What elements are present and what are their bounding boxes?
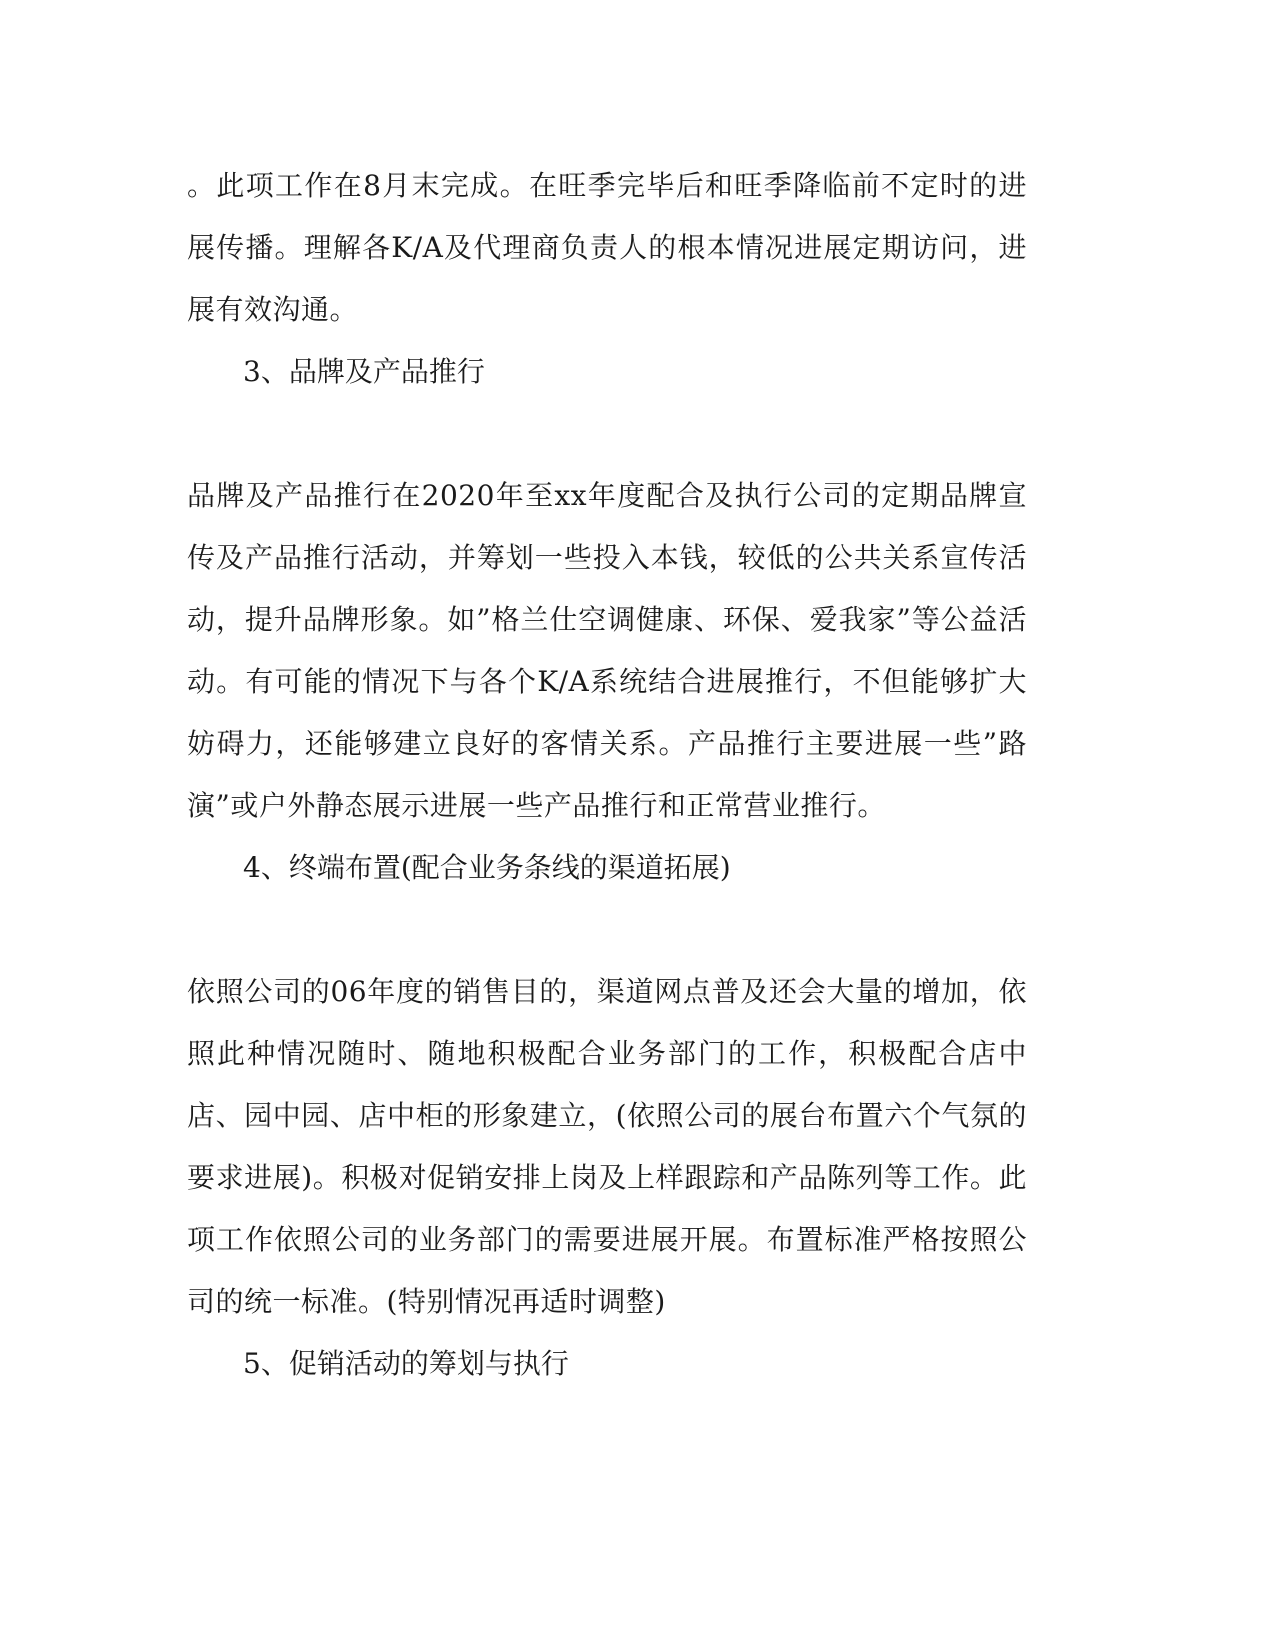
paragraph-brand-promotion: 品牌及产品推行在2020年至xx年度配合及执行公司的定期品牌宣传及产品推行活动，并筹划一些投入本钱，较低的公共关系宣传活动，提升品牌形象。如”格兰仕空调健康、环保、爱我家”等公益活动。有可能的情况下与各个K/A系统结合进展推行，不但能够扩大妨碍力，还能够建立良好的客情关系。产品推行主要进展一些”路演”或户外静态展示进展一些产品推行和正常营业推行。 [187, 479, 1027, 822]
paragraph-terminal-layout: 依照公司的06年度的销售目的，渠道网点普及还会大量的增加，依照此种情况随时、随地积极配合业务部门的工作，积极配合店中店、园中园、店中柜的形象建立，(依照公司的展台布置六个气氛的要求进展)。积极对促销安排上岗及上样跟踪和产品陈列等工作。此项工作依照公司的业务部门的需要进展开展。布置标准严格按照公司的统一标准。(特别情况再适时调整) [187, 975, 1027, 1318]
spacer [187, 403, 1027, 465]
section-heading-5: 5、促销活动的筹划与执行 [243, 1347, 569, 1380]
document-page [187, 155, 1027, 1395]
paragraph-intro: 。此项工作在8月末完成。在旺季完毕后和旺季降临前不定时的进展传播。理解各K/A及代理商负责人的根本情况进展定期访问，进展有效沟通。 [187, 169, 1027, 326]
section-heading-4: 4、终端布置(配合业务条线的渠道拓展) [243, 851, 731, 884]
spacer [187, 899, 1027, 961]
section-heading-3: 3、品牌及产品推行 [243, 355, 485, 388]
